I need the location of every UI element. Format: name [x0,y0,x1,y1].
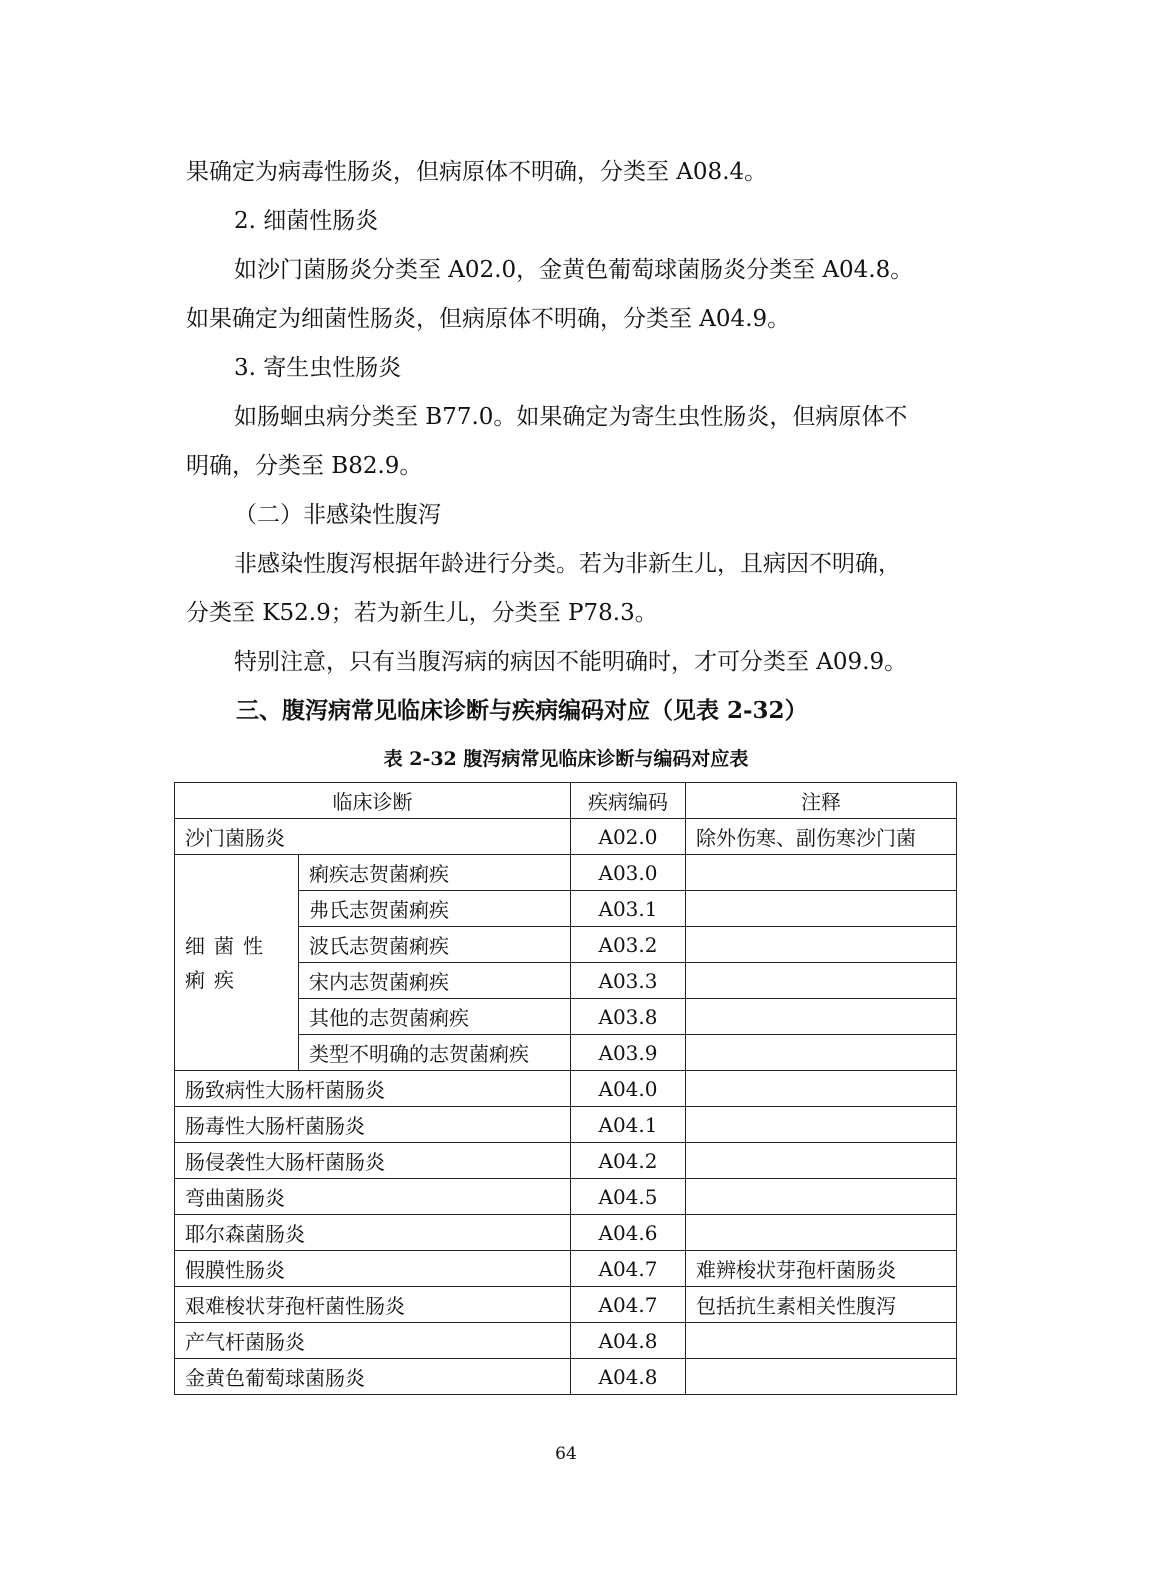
table-caption: 表 2-32 腹泻病常见临床诊断与编码对应表 [383,748,749,770]
paragraph-line: 明确，分类至 B82.9。 [186,453,423,479]
cell-note [686,1035,957,1071]
cell-diagnosis: 类型不明确的志贺菌痢疾 [299,1035,571,1071]
cell-diagnosis: 肠毒性大肠杆菌肠炎 [175,1107,571,1143]
header-code: 疾病编码 [571,783,686,819]
section-heading: 三、腹泻病常见临床诊断与疾病编码对应（见表 2-32） [236,697,808,724]
cell-code: A03.0 [571,855,686,891]
subheading-parasitic: 3. 寄生虫性肠炎 [234,355,402,381]
cell-diagnosis: 耶尔森菌肠炎 [175,1215,571,1251]
diagnosis-code-table [174,782,957,1395]
cell-code: A03.9 [571,1035,686,1071]
cell-diagnosis: 肠致病性大肠杆菌肠炎 [175,1071,571,1107]
cell-diagnosis: 波氏志贺菌痢疾 [299,927,571,963]
cell-diagnosis: 假膜性肠炎 [175,1251,571,1287]
cell-note [686,1143,957,1179]
cell-diagnosis: 宋内志贺菌痢疾 [299,963,571,999]
header-diagnosis: 临床诊断 [175,783,571,819]
cell-note [686,1359,957,1395]
paragraph-line: 果确定为病毒性肠炎，但病原体不明确，分类至 A08.4。 [186,159,768,185]
cell-diagnosis: 弗氏志贺菌痢疾 [299,891,571,927]
cell-diagnosis: 其他的志贺菌痢疾 [299,999,571,1035]
cell-code: A04.0 [571,1071,686,1107]
cell-code: A04.2 [571,1143,686,1179]
paragraph-line: 如肠蛔虫病分类至 B77.0。如果确定为寄生虫性肠炎，但病原体不 [234,404,908,430]
cell-code: A04.1 [571,1107,686,1143]
cell-code: A03.8 [571,999,686,1035]
cell-note [686,891,957,927]
cell-note [686,963,957,999]
cell-note [686,1107,957,1143]
cell-code: A03.3 [571,963,686,999]
cell-note [686,855,957,891]
subheading-noninfectious: （二）非感染性腹泻 [234,502,441,528]
table-row [175,819,957,855]
page-number: 64 [555,1444,577,1464]
cell-code: A03.2 [571,927,686,963]
cell-note [686,1215,957,1251]
table-row [175,1359,957,1395]
table-header-row [175,783,957,819]
table-row [175,1287,957,1323]
cell-code: A04.6 [571,1215,686,1251]
cell-diagnosis: 产气杆菌肠炎 [175,1323,571,1359]
paragraph-line: 分类至 K52.9；若为新生儿，分类至 P78.3。 [186,600,658,626]
table-row [175,1107,957,1143]
cell-note [686,927,957,963]
cell-diagnosis: 沙门菌肠炎 [175,819,571,855]
cell-code: A04.8 [571,1359,686,1395]
cell-code: A02.0 [571,819,686,855]
cell-diagnosis: 金黄色葡萄球菌肠炎 [175,1359,571,1395]
paragraph-line: 非感染性腹泻根据年龄进行分类。若为非新生儿，且病因不明确， [234,551,901,577]
cell-note: 包括抗生素相关性腹泻 [686,1287,957,1323]
subheading-bacterial: 2. 细菌性肠炎 [234,208,379,234]
group-label-dysentery: 细菌性痢疾 [175,855,299,1071]
cell-code: A04.7 [571,1287,686,1323]
table-row [175,855,957,891]
cell-note [686,1323,957,1359]
cell-note [686,1179,957,1215]
cell-note: 除外伤寒、副伤寒沙门菌 [686,819,957,855]
cell-note: 难辨梭状芽孢杆菌肠炎 [686,1251,957,1287]
cell-diagnosis: 艰难梭状芽孢杆菌性肠炎 [175,1287,571,1323]
cell-code: A03.1 [571,891,686,927]
table-row [175,1179,957,1215]
table-row [175,1215,957,1251]
cell-code: A04.8 [571,1323,686,1359]
table-row [175,1143,957,1179]
table-row [175,1251,957,1287]
table-row [175,1071,957,1107]
cell-code: A04.5 [571,1179,686,1215]
header-note: 注释 [686,783,957,819]
cell-code: A04.7 [571,1251,686,1287]
paragraph-line: 特别注意，只有当腹泻病的病因不能明确时，才可分类至 A09.9。 [234,649,908,675]
paragraph-line: 如沙门菌肠炎分类至 A02.0，金黄色葡萄球菌肠炎分类至 A04.8。 [234,257,914,283]
cell-diagnosis: 弯曲菌肠炎 [175,1179,571,1215]
cell-diagnosis: 肠侵袭性大肠杆菌肠炎 [175,1143,571,1179]
cell-note [686,999,957,1035]
paragraph-line: 如果确定为细菌性肠炎，但病原体不明确，分类至 A04.9。 [186,306,791,332]
cell-diagnosis: 痢疾志贺菌痢疾 [299,855,571,891]
table-row [175,1323,957,1359]
cell-note [686,1071,957,1107]
